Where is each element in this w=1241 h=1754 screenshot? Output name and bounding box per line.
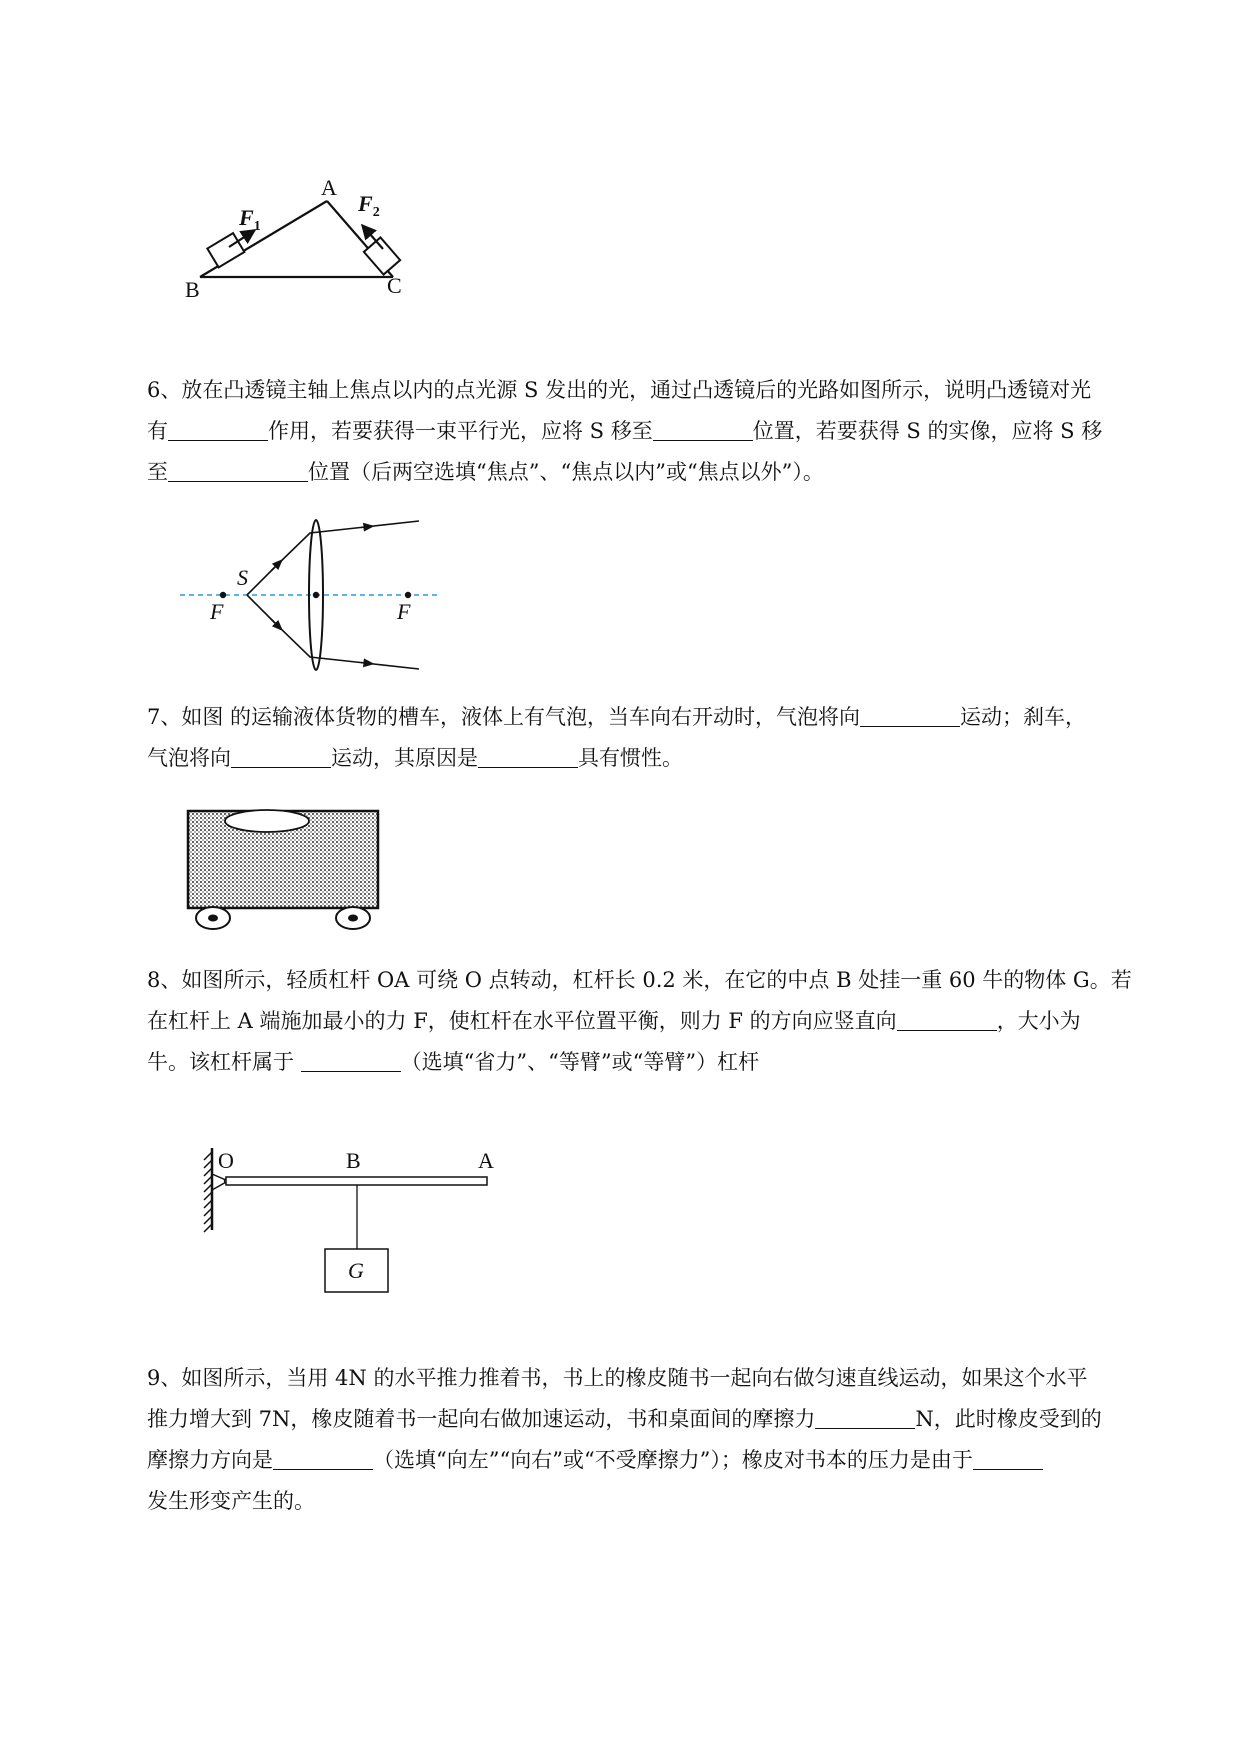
q7-line-2: [147, 738, 1147, 779]
q6-line-2: [147, 411, 1147, 452]
q9-text: 推力增大到 7N，橡皮随着书一起向右做加速运动，书和桌面间的摩擦力: [147, 1407, 816, 1431]
question-9: [147, 1358, 1147, 1522]
q7-text: 7、如图 的运输液体货物的槽车，液体上有气泡，当车向右开动时，气泡将向: [147, 705, 861, 729]
label-b-point: B: [346, 1148, 361, 1173]
question-8: [147, 960, 1147, 1083]
q8-text: ，大小为: [996, 1009, 1081, 1033]
q7-text: 具有惯性。: [578, 746, 683, 770]
label-f-right: F: [397, 599, 411, 624]
q8-blank-1[interactable]: [897, 1008, 997, 1031]
focus-left-dot: [220, 592, 226, 598]
q9-blank-3[interactable]: [973, 1447, 1043, 1470]
q6-line-1: 6、放在凸透镜主轴上焦点以内的点光源 S 发出的光，通过凸透镜后的光路如图所示，说明凸透镜对光: [147, 378, 1092, 402]
focus-right-dot: [405, 592, 411, 598]
q6-blank-3[interactable]: [168, 459, 308, 482]
wall: [204, 1148, 212, 1232]
q6-text: 至: [147, 460, 168, 484]
q8-blank-2[interactable]: [301, 1049, 401, 1072]
question-7: [147, 697, 1147, 779]
q7-blank-1[interactable]: [860, 704, 960, 727]
q9-blank-2[interactable]: [273, 1447, 373, 1470]
q6-text: 位置（后两空选填“焦点”、“焦点以内”或“焦点以外”）。: [308, 460, 824, 484]
ray-arrow-1: [271, 563, 279, 571]
label-g: G: [348, 1258, 364, 1283]
q8-text: 在杠杆上 A 端施加最小的力 F，使杠杆在水平位置平衡，则力 F 的方向应竖直向: [147, 1009, 897, 1033]
q7-blank-2[interactable]: [231, 745, 331, 768]
q6-text: 有: [147, 419, 168, 443]
label-f1: [238, 205, 261, 234]
q9-text: （选填“向左”“向右”或“不受摩擦力”）；橡皮对书本的压力是由于: [373, 1448, 973, 1472]
ray-arrow-3: [361, 527, 369, 528]
ray-arrow-2: [271, 619, 279, 627]
lever-bar: [226, 1177, 487, 1185]
label-c: C: [387, 273, 402, 298]
label-f2-sub: 2: [372, 205, 380, 220]
question-6: [147, 370, 1147, 493]
q9-line-1: 9、如图所示，当用 4N 的水平推力推着书，书上的橡皮随书一起向右做匀速直线运动，如果这个水平: [147, 1366, 1088, 1390]
q9-line-2: [147, 1399, 1147, 1440]
wheel-right: [336, 907, 370, 929]
q8-line-3: [147, 1042, 1147, 1083]
q6-line-3: [147, 452, 1147, 493]
q8-text: （选填“省力”、“等臂”或“等臂”）杠杆: [400, 1050, 760, 1074]
wheel-left: [196, 907, 230, 929]
label-f1-sub: 1: [253, 219, 261, 234]
lens-center-dot: [313, 592, 319, 598]
label-f1-letter: F: [239, 205, 254, 230]
q6-text: 位置，若要获得 S 的实像，应将 S 移: [752, 419, 1103, 443]
convex-lens-figure: [175, 515, 450, 675]
q7-text: 运动，其原因是: [331, 746, 478, 770]
q8-text: 牛。该杠杆属于: [147, 1050, 301, 1074]
ray-upper: [247, 521, 419, 595]
ray-lower: [247, 595, 419, 669]
label-a-point: A: [478, 1148, 494, 1173]
q7-line-1: [147, 697, 1147, 738]
lever-figure: [198, 1148, 508, 1308]
block-left: [207, 233, 244, 267]
q8-line-2: [147, 1001, 1147, 1042]
q7-text: 气泡将向: [147, 746, 231, 770]
q6-blank-2[interactable]: [653, 418, 753, 441]
ray-arrow-4: [361, 663, 369, 664]
q9-line-4: 发生形变产生的。: [147, 1489, 315, 1513]
tank-car-figure: [180, 805, 390, 935]
q7-blank-3[interactable]: [478, 745, 578, 768]
label-s: S: [237, 565, 248, 590]
label-b: B: [185, 277, 200, 302]
incline-forces-figure: [185, 175, 465, 330]
q9-text: 摩擦力方向是: [147, 1448, 273, 1472]
air-bubble: [225, 810, 309, 832]
label-a: A: [321, 175, 337, 200]
q9-blank-1[interactable]: [815, 1406, 915, 1429]
q9-line-3: [147, 1440, 1147, 1481]
q7-text: 运动；刹车，: [960, 705, 1087, 729]
q8-line-1: 8、如图所示，轻质杠杆 OA 可绕 O 点转动，杠杆长 0.2 米，在它的中点 B 处挂一重 60 牛的物体 G。若: [147, 968, 1132, 992]
q6-blank-1[interactable]: [168, 418, 268, 441]
q9-text: N，此时橡皮受到的: [915, 1407, 1102, 1431]
label-f2: [357, 191, 380, 220]
q6-text: 作用，若要获得一束平行光，应将 S 移至: [268, 419, 653, 443]
label-f2-letter: F: [358, 191, 373, 216]
block-right: [364, 237, 400, 274]
label-f-left: F: [210, 599, 224, 624]
label-o: O: [218, 1148, 234, 1173]
